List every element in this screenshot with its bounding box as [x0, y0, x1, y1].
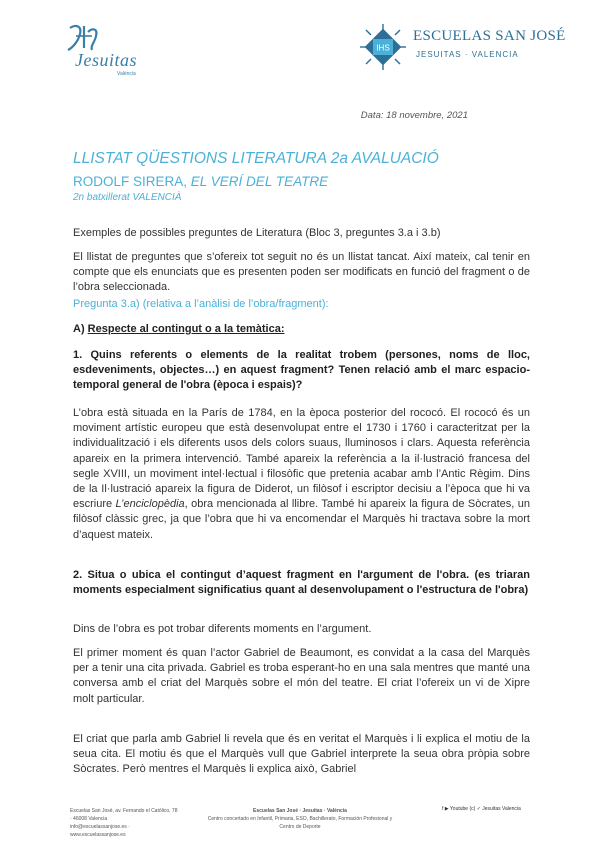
answer-1-italic: L’enciclopèdia	[115, 498, 185, 511]
intro-paragraph: Exemples de possibles preguntes de Literatura (Bloc 3, preguntes 3.a i 3.b)	[73, 227, 441, 239]
escuelas-logo-name: ESCUELAS SAN JOSÉ	[413, 28, 566, 44]
escuelas-san-jose-logo	[358, 22, 566, 72]
ihs-emblem-text: IHS	[376, 43, 390, 53]
author-name: RODOLF SIRERA,	[73, 174, 191, 189]
note-paragraph: El llistat de preguntes que s’ofereix tot seguit no és un llistat tancat. Així mateix, cal tenir en compte que els enunciats que es presenten poden ser modificats en funció del fragment o de l’obra seleccionada.	[73, 251, 530, 294]
course-label: 2n batxillerat VALENCIÀ	[73, 192, 182, 203]
question-1: 1. Quins referents o elements de la realitat trobem (persones, noms de lloc, esdeveniments, objectes…) en aquest fragment? Tenen relació amb el marc espacio-temporal general de l'obra (època i espais)?	[73, 349, 530, 391]
footer-address-line2[interactable]: info@escuelassanjose.es · www.escuelassanjose.es	[70, 824, 130, 838]
document-subtitle	[73, 174, 328, 189]
answer-2-paragraph-1: El primer moment és quan l’actor Gabriel de Beaumont, es convidat a la casa del Marquès per a tenir una cita privada. Gabriel es troba esperant-ho en una sala mentres que manté una conversa amb el criat del Marquès sobre el món del teatre. El criat l’ofereix un vi de Xipre molt particular.	[73, 647, 530, 705]
jesuitas-logo-name: Jesuitas	[75, 50, 137, 70]
footer-center-line1: Escuelas San José · Jesuitas · València	[253, 808, 347, 814]
document-title: LLISTAT QÜESTIONS LITERATURA 2a AVALUACIÓ	[73, 150, 439, 167]
subsection-title: Respecte al contingut o a la temàtica:	[87, 323, 285, 335]
work-title: EL VERÍ DEL TEATRE	[190, 174, 329, 189]
footer-center-line2: Centro concertado en Infantil, Primaria, ESO, Bachillerato, Formación Profesional y Centro de Deporte	[207, 816, 393, 830]
ihs-emblem-icon	[358, 22, 408, 72]
answer-1-part2: , obra mencionada al llibre. També hi apareix la figura de Sòcrates, un filòsof clàssic grec, ja que l’obra que hi va encomendar el Marquès hi tractava sobre la mort d’aquest mateix.	[73, 498, 530, 541]
question-2: 2. Situa o ubica el contingut d’aquest fragment en l'argument de l'obra. (es triaran moments especialment significatius quant al desenvolupament o l'estructura de l'obra)	[73, 569, 530, 596]
footer-address	[70, 807, 180, 839]
subsection-heading	[73, 323, 285, 335]
jesuitas-logo-sub: València	[117, 71, 136, 77]
footer-social[interactable]: f ▶ Youtube (c) ✓ Jesuitas Valencia	[442, 806, 521, 812]
answer-2-paragraph-2: El criat que parla amb Gabriel li revela que és en veritat el Marquès i li explica el motiu de la seua cita. El motiu és que el Marquès vull que Gabriel interprete la seua obra pròpia sobre Sòcrates. Però mentres el Marquès li explica això, Gabriel	[73, 733, 530, 776]
answer-1-part1: L’obra està situada en la París de 1784, en la època posterior del rococó. El rococó és un moviment artístic europeu que està desenvolupat entre el 1730 i 1760 i caracteritzat per la individualització i els diferents usos dels colors suaus, lluminosos i clars. Aquesta referència apareix en la primera intervenció. També apareix la referència a la il·lustració francesa del segle XVIII, un moviment intel·lectual i filosòfic que pretenia acabar amb l’Antic Règim. Dins de la Il·lustració apareix la figura de Diderot, un filòsof i escriptor decisiu a l’època que hi va escriure	[73, 407, 530, 511]
footer-center	[200, 807, 400, 831]
escuelas-logo-sub: JESUITAS · VALENCIA	[416, 50, 519, 59]
document-date: Data: 18 novembre, 2021	[360, 110, 468, 121]
footer-address-line1: Escuelas San José, av. Fernando el Católico, 78 · 46008 Valencia	[70, 808, 178, 822]
subsection-prefix: A)	[73, 323, 88, 335]
answer-1	[73, 406, 530, 543]
section-label: Pregunta 3.a) (relativa a l’anàlisi de l’obra/fragment):	[73, 298, 329, 310]
answer-2-intro: Dins de l’obra es pot trobar diferents moments en l’argument.	[73, 623, 372, 635]
jesuitas-logo	[62, 22, 162, 78]
